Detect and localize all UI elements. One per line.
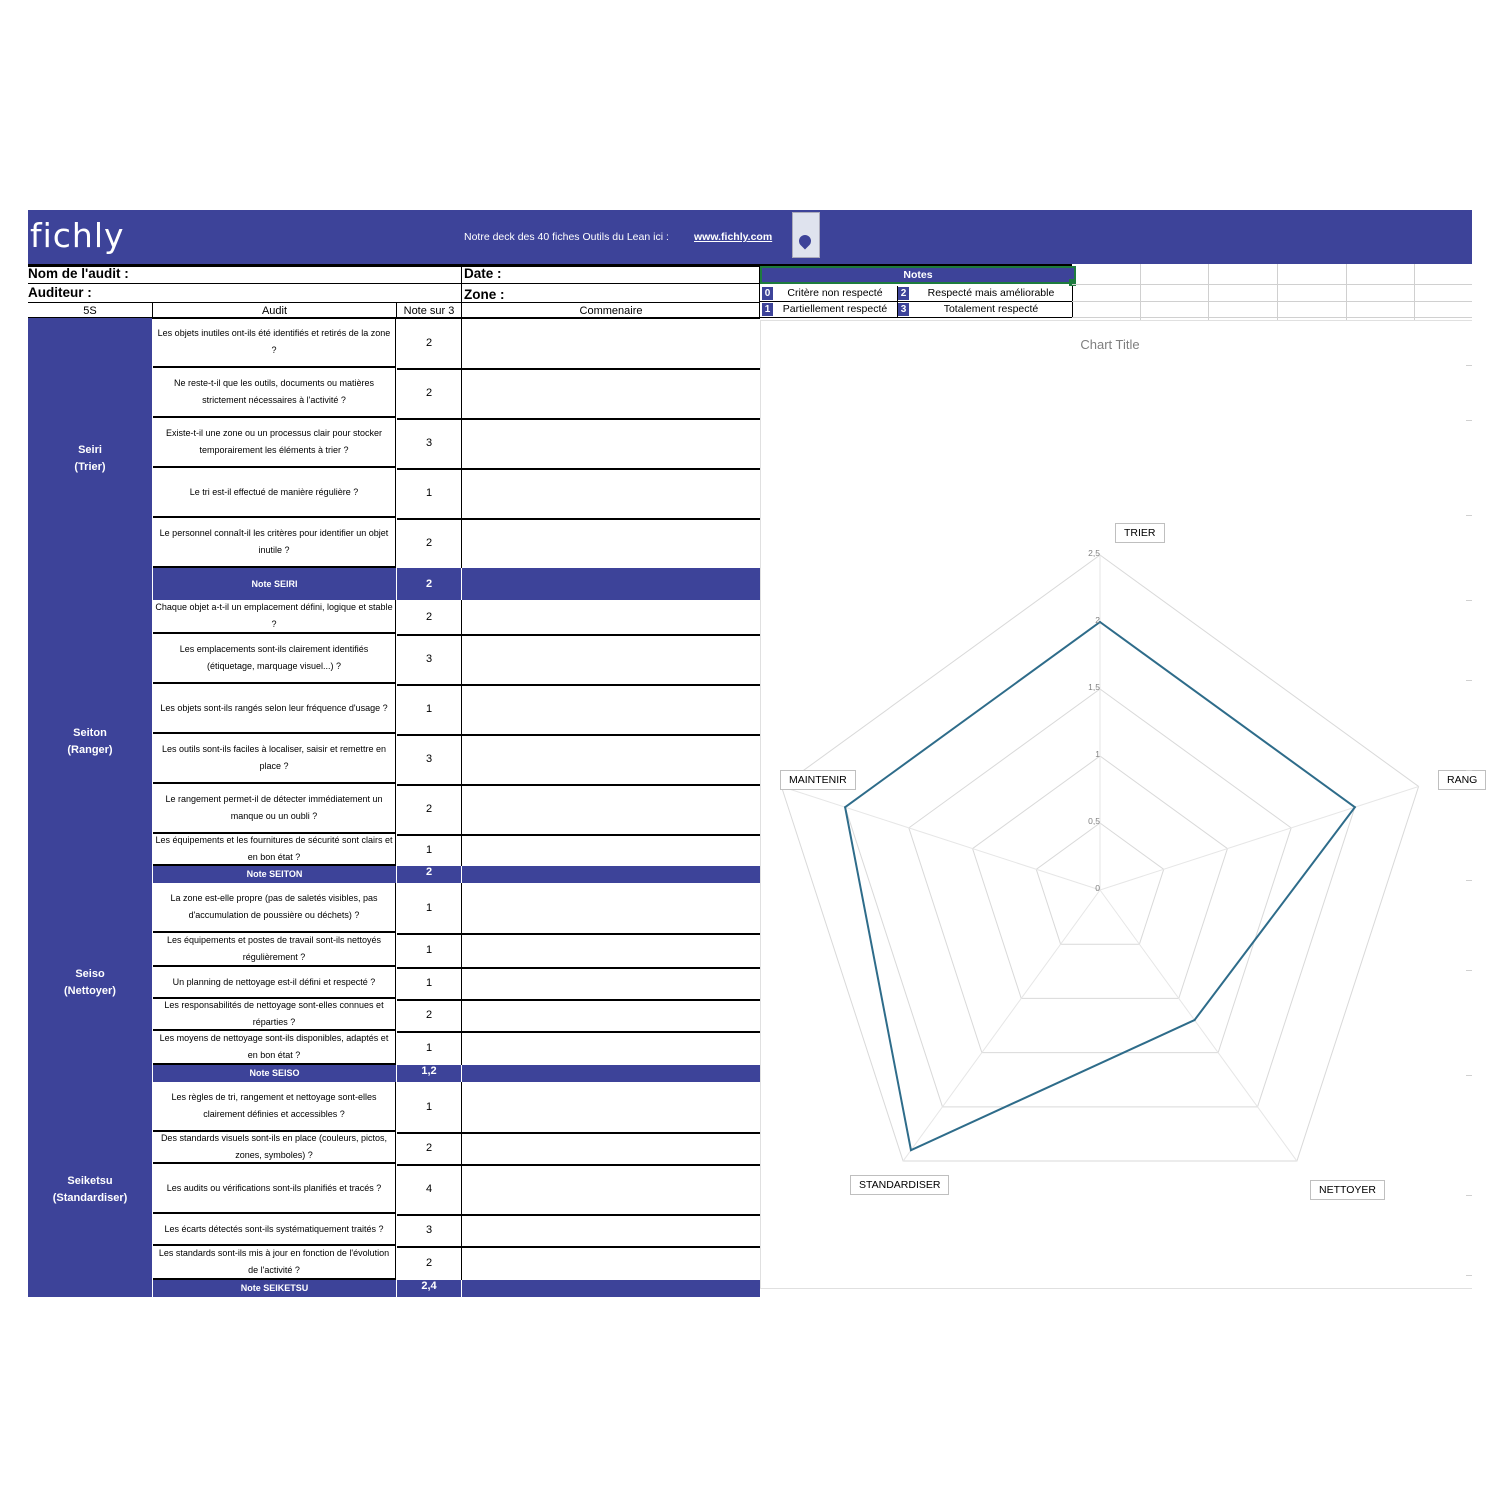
auditor-label: Auditeur :: [28, 285, 92, 300]
legend-num-0: 0: [762, 287, 773, 300]
radar-axis-label[interactable]: STANDARDISER: [850, 1175, 949, 1195]
note-cell[interactable]: 2: [397, 518, 462, 570]
comment-cell[interactable]: [462, 468, 760, 520]
question-cell[interactable]: Les outils sont-ils faciles à localiser, saisir et remettre en place ?: [153, 734, 396, 784]
legend-num-1: 1: [762, 303, 773, 316]
fichly-logo: fichly: [30, 216, 125, 255]
comment-cell[interactable]: [462, 418, 760, 470]
legend-text-1: Partiellement respecté: [782, 303, 888, 315]
comment-cell[interactable]: [462, 967, 760, 1001]
question-cell[interactable]: Les objets inutiles ont-ils été identifiés et retirés de la zone ?: [153, 318, 396, 368]
question-cell[interactable]: Les standards sont-ils mis à jour en fonction de l'évolution de l'activité ?: [153, 1246, 396, 1280]
question-cell[interactable]: Chaque objet a-t-il un emplacement défini, logique et stable ?: [153, 600, 396, 634]
radar-axis-label[interactable]: TRIER: [1115, 523, 1165, 543]
question-cell[interactable]: Les règles de tri, rangement et nettoyage sont-elles clairement définies et accessibles ?: [153, 1082, 396, 1132]
comment-cell[interactable]: [462, 999, 760, 1033]
radar-axis-label[interactable]: MAINTENIR: [780, 770, 856, 790]
note-cell[interactable]: 1: [397, 1031, 462, 1067]
legend-num-2: 2: [898, 287, 909, 300]
comment-cell[interactable]: [462, 1164, 760, 1216]
question-cell[interactable]: Les objets sont-ils rangés selon leur fréquence d'usage ?: [153, 684, 396, 734]
deck-thumbnail-icon: [792, 212, 820, 258]
legend-num-3: 3: [898, 303, 909, 316]
question-cell[interactable]: Les emplacements sont-ils clairement identifiés (étiquetage, marquage visuel...) ?: [153, 634, 396, 684]
note-cell[interactable]: 3: [397, 634, 462, 686]
note-cell[interactable]: 3: [397, 418, 462, 470]
zone-label: Zone :: [464, 287, 505, 302]
radar-tick-label: 0,5: [1088, 816, 1100, 826]
category-cell[interactable]: Seiton (Ranger): [28, 600, 152, 884]
note-cell[interactable]: 1: [397, 883, 462, 935]
note-cell[interactable]: 2: [397, 368, 462, 420]
subtotal-label: Note SEISO: [249, 1068, 300, 1078]
question-cell[interactable]: La zone est-elle propre (pas de saletés visibles, pas d'accumulation de poussière ou déchets) ?: [153, 883, 396, 933]
comment-cell[interactable]: [462, 1214, 760, 1248]
comment-cell[interactable]: [462, 600, 760, 636]
note-cell[interactable]: 2: [397, 318, 462, 370]
question-cell[interactable]: Des standards visuels sont-ils en place (couleurs, pictos, zones, symboles) ?: [153, 1132, 396, 1164]
subtotal-label: Note SEIRI: [251, 579, 298, 589]
note-cell[interactable]: 2: [397, 1132, 462, 1166]
promo-link[interactable]: www.fichly.com: [694, 231, 773, 243]
subtotal-row: [153, 1280, 760, 1297]
radar-tick-label: 1: [1095, 749, 1100, 759]
question-cell[interactable]: Les équipements et les fournitures de sécurité sont clairs et en bon état ?: [153, 834, 396, 866]
col-comment: Commenaire: [579, 305, 643, 317]
category-cell[interactable]: Seiso (Nettoyer): [28, 883, 152, 1083]
radar-axis-label[interactable]: NETTOYER: [1310, 1180, 1385, 1200]
radar-tick-label: 2: [1095, 615, 1100, 625]
question-cell[interactable]: Le personnel connaît-il les critères pour identifier un objet inutile ?: [153, 518, 396, 568]
date-label: Date :: [464, 266, 502, 281]
comment-cell[interactable]: [462, 1246, 760, 1282]
comment-cell[interactable]: [462, 784, 760, 836]
comment-cell[interactable]: [462, 1082, 760, 1134]
comment-cell[interactable]: [462, 883, 760, 935]
question-cell[interactable]: Le rangement permet-il de détecter immédiatement un manque ou un oubli ?: [153, 784, 396, 834]
legend-text-0: Critère non respecté: [787, 287, 883, 299]
comment-cell[interactable]: [462, 634, 760, 686]
category-cell[interactable]: Seiri (Trier): [28, 318, 152, 601]
subtotal-row: [153, 568, 760, 600]
subtotal-value: 2,4: [421, 1280, 437, 1292]
question-cell[interactable]: Un planning de nettoyage est-il défini et respecté ?: [153, 967, 396, 999]
comment-cell[interactable]: [462, 684, 760, 736]
comment-cell[interactable]: [462, 1031, 760, 1067]
subtotal-value: 1,2: [421, 1065, 437, 1077]
question-cell[interactable]: Le tri est-il effectué de manière régulière ?: [153, 468, 396, 518]
note-cell[interactable]: 4: [397, 1164, 462, 1216]
comment-cell[interactable]: [462, 834, 760, 868]
category-cell[interactable]: Seiketsu (Standardiser): [28, 1082, 152, 1298]
subtotal-value: 2: [425, 578, 433, 590]
note-cell[interactable]: 1: [397, 834, 462, 868]
audit-name-label: Nom de l'audit :: [28, 266, 129, 281]
note-cell[interactable]: 1: [397, 1082, 462, 1134]
comment-cell[interactable]: [462, 933, 760, 969]
comment-cell[interactable]: [462, 518, 760, 570]
comment-cell[interactable]: [462, 368, 760, 420]
question-cell[interactable]: Les responsabilités de nettoyage sont-elles connues et réparties ?: [153, 999, 396, 1031]
note-cell[interactable]: 2: [397, 600, 462, 636]
notes-title-cell[interactable]: Notes: [760, 266, 1076, 284]
radar-axis-label[interactable]: RANG: [1438, 770, 1486, 790]
spreadsheet-sheet: [28, 210, 1478, 1293]
question-cell[interactable]: Les écarts détectés sont-ils systématiquement traités ?: [153, 1214, 396, 1246]
note-cell[interactable]: 2: [397, 784, 462, 836]
question-cell[interactable]: Existe-t-il une zone ou un processus clair pour stocker temporairement les éléments à trier ?: [153, 418, 396, 468]
radar-chart[interactable]: [760, 320, 1478, 1288]
note-cell[interactable]: 1: [397, 684, 462, 736]
promo-text: Notre deck des 40 fiches Outils du Lean ici :: [464, 231, 669, 243]
radar-tick-label: 0: [1095, 883, 1100, 893]
legend-text-2: Respecté mais améliorable: [927, 287, 1055, 299]
chart-title: Chart Title: [1080, 337, 1140, 352]
note-cell[interactable]: 1: [397, 468, 462, 520]
comment-cell[interactable]: [462, 1132, 760, 1166]
comment-cell[interactable]: [462, 318, 760, 370]
note-cell[interactable]: 3: [397, 1214, 462, 1248]
header-banner: [28, 210, 1472, 264]
question-cell[interactable]: Les équipements et postes de travail sont-ils nettoyés régulièrement ?: [153, 933, 396, 967]
question-cell[interactable]: Les moyens de nettoyage sont-ils disponibles, adaptés et en bon état ?: [153, 1031, 396, 1065]
subtotal-label: Note SEITON: [246, 869, 303, 879]
legend-text-3: Totalement respecté: [943, 303, 1039, 315]
radar-tick-label: 1,5: [1088, 682, 1100, 692]
col-5s: 5S: [83, 305, 97, 317]
subtotal-row: [153, 1065, 760, 1082]
radar-tick-label: 2,5: [1088, 548, 1100, 558]
note-cell[interactable]: 2: [397, 999, 462, 1033]
note-cell[interactable]: 1: [397, 933, 462, 969]
question-cell[interactable]: Les audits ou vérifications sont-ils planifiés et tracés ?: [153, 1164, 396, 1214]
subtotal-label: Note SEIKETSU: [240, 1283, 309, 1293]
note-cell[interactable]: 2: [397, 1246, 462, 1282]
comment-cell[interactable]: [462, 734, 760, 786]
subtotal-value: 2: [425, 866, 433, 878]
note-cell[interactable]: 1: [397, 967, 462, 1001]
audit-table: [28, 318, 760, 1293]
col-note: Note sur 3: [403, 305, 455, 317]
col-audit: Audit: [261, 305, 288, 317]
note-cell[interactable]: 3: [397, 734, 462, 786]
question-cell[interactable]: Ne reste-t-il que les outils, documents ou matières strictement nécessaires à l'activité ?: [153, 368, 396, 418]
subtotal-row: [153, 866, 760, 883]
